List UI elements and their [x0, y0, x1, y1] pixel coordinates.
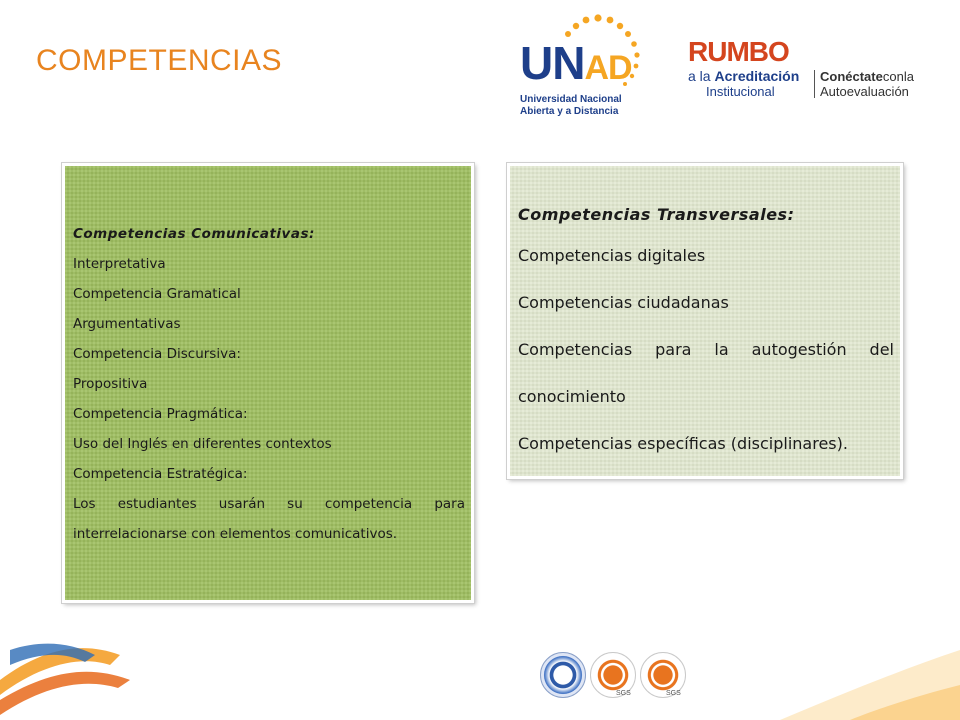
unad-subtitle — [520, 94, 650, 118]
sgs-label: SGS — [616, 690, 631, 697]
right-list-item: Competencias ciudadanas — [518, 293, 729, 312]
left-list-item: Competencia Gramatical — [73, 286, 241, 302]
left-list-item: Interpretativa — [73, 256, 166, 272]
left-list-item: Propositiva — [73, 376, 148, 392]
rumbo-line1: a la Acreditación — [688, 68, 800, 84]
slide-title: COMPETENCIAS — [36, 44, 283, 77]
rumbo-right-line1: Conéctateconla — [820, 69, 914, 84]
rumbo-wordmark: RUMBO — [688, 36, 789, 67]
sgs-label: SGS — [666, 690, 681, 697]
rumbo-divider — [814, 70, 815, 98]
left-list-item: Competencia Pragmática: — [73, 406, 248, 422]
transversal-competencies-box — [507, 163, 903, 479]
communicative-competencies-box — [62, 163, 474, 603]
unad-logo — [518, 14, 648, 117]
right-list-item: Competencias para la autogestión del conocimiento — [518, 340, 894, 406]
transversal-heading: Competencias Transversales: — [518, 205, 795, 224]
colombia-map-seal-icon — [540, 652, 586, 698]
decorative-swoosh-icon — [0, 610, 960, 720]
left-list-item: Argumentativas — [73, 316, 181, 332]
students-paragraph: Los estudiantes usarán su competencia para interrelacionarse con elementos comunicativos. — [73, 496, 465, 542]
unad-subtitle-line1: Universidad Nacional — [520, 94, 622, 105]
left-list-item: Uso del Inglés en diferentes contextos — [73, 436, 332, 452]
right-list-item: Competencias digitales — [518, 246, 706, 265]
left-list-item: Competencia Discursiva: — [73, 346, 241, 362]
left-list-item: Competencia Estratégica: — [73, 466, 248, 482]
communicative-heading: Competencias Comunicativas: — [73, 226, 315, 242]
rumbo-right-line2: Autoevaluación — [820, 84, 909, 99]
unad-subtitle-line2: Abierta y a Distancia — [520, 106, 619, 117]
rumbo-acreditacion-logo — [688, 36, 928, 106]
right-list-item: Competencias específicas (disciplinares). — [518, 434, 848, 453]
unad-wordmark: UNAD — [520, 37, 632, 89]
rumbo-line2: Institucional — [706, 84, 775, 99]
